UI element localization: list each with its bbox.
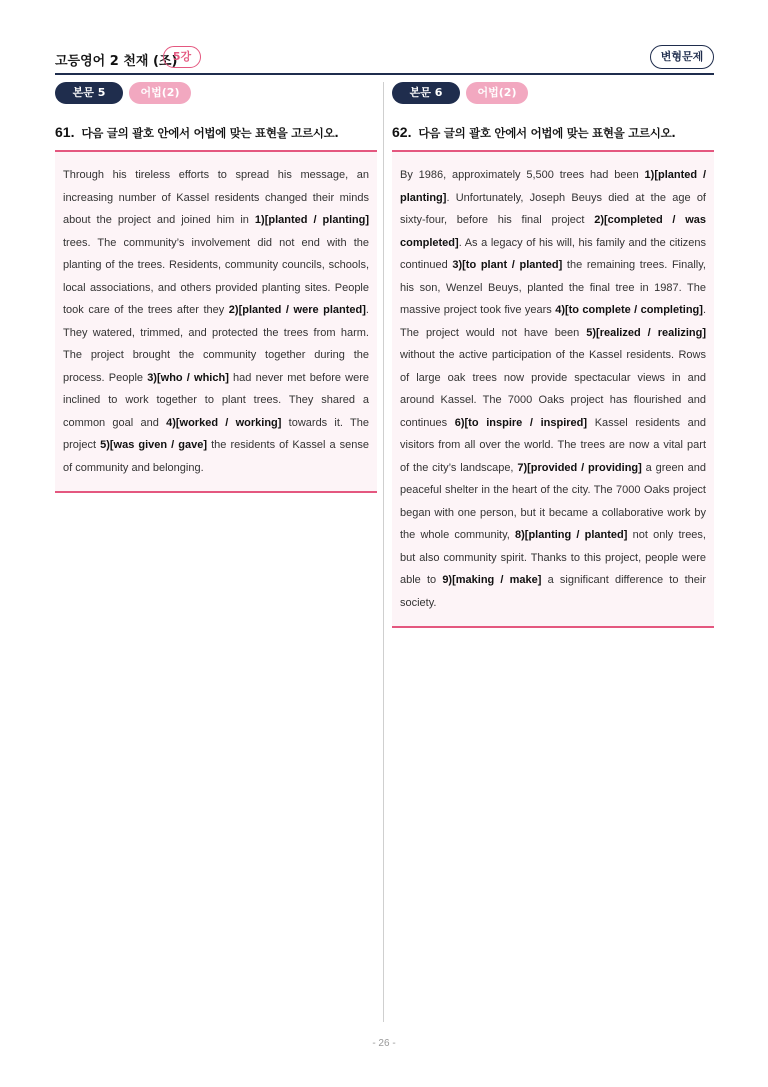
section-tag: 본문 5 xyxy=(55,82,123,104)
question-heading xyxy=(55,124,377,142)
page-number: - 26 - xyxy=(372,1038,396,1049)
column-divider xyxy=(383,82,384,1022)
page-header xyxy=(55,44,714,74)
grammar-choice: 7)[provided / providing] xyxy=(517,461,642,474)
grammar-choice: 3)[to plant / planted] xyxy=(452,259,563,271)
header-rule xyxy=(55,73,714,75)
passage-fragment: the remaining trees. Finally, his son, Wenzel Beuys, planted the final tree in 1987. The massive project took five years xyxy=(400,259,706,316)
passage-fragment: By 1986, approximately 5,500 trees had been xyxy=(400,169,645,181)
passage-fragment: Through his tireless efforts to spread his message, an increasing number of Kassel residents changed their minds about the project and joined him in xyxy=(63,169,369,226)
grammar-choice: 4)[to complete / completing] xyxy=(555,304,703,316)
question-text: 다음 글의 괄호 안에서 어법에 맞는 표현을 고르시오. xyxy=(418,126,676,140)
passage-fragment: Kassel residents and visitors from all over the world. The trees are now a vital part of the city’s landscape, xyxy=(400,416,706,474)
left-tag-row xyxy=(55,82,377,106)
book-title: 고등영어 2 천재 (조) xyxy=(55,54,178,69)
passage-fragment: had never met before were inclined to work together to plant trees. They shared a common goal and xyxy=(63,371,369,429)
grammar-choice: 1)[planted / planting] xyxy=(254,214,369,226)
question-number: 62. xyxy=(392,124,412,140)
passage-fragment: without the active participation of the Kassel residents. Rows of large oak trees now provide spectacular views in and around Kassel. The 7000 Oaks project has flourished and continues xyxy=(400,349,706,429)
passage-fragment: . As a legacy of his will, his family and the citizens continued xyxy=(400,236,706,271)
grammar-choice: 2)[completed / was completed] xyxy=(400,214,706,249)
grammar-choice: 3)[who / which] xyxy=(147,371,229,384)
grammar-choice: 5)[realized / realizing] xyxy=(586,326,706,339)
passage-fragment: . They watered, trimmed, and protected the trees from harm. The project brought the community together during the process. People xyxy=(63,304,369,384)
grammar-choice: 6)[to inspire / inspired] xyxy=(454,416,588,429)
grammar-choice: 5)[was given / gave] xyxy=(100,439,208,451)
category-tag: 어법(2) xyxy=(129,82,191,104)
passage-fragment: towards it. The project xyxy=(63,416,369,451)
question-heading xyxy=(392,124,714,142)
question-text: 다음 글의 괄호 안에서 어법에 맞는 표현을 고르시오. xyxy=(81,126,339,140)
section-tag: 본문 6 xyxy=(392,82,460,104)
grammar-choice: 9)[making / make] xyxy=(442,574,542,586)
passage-fragment: trees. The community’s involvement did not end with the planting of the trees. Residents, community councils, schools, local associations, and others provided planting sites. People took care of the trees after they xyxy=(63,236,369,316)
right-tag-row xyxy=(392,82,714,106)
passage-fragment: a significant difference to their society. xyxy=(400,574,706,609)
category-tag: 어법(2) xyxy=(466,82,528,104)
passage-box xyxy=(55,150,377,493)
passage-fragment: . The project would not have been xyxy=(400,304,706,339)
grammar-choice: 1)[planted / planting] xyxy=(400,169,707,204)
type-badge: 변형문제 xyxy=(650,45,714,69)
question-number: 61. xyxy=(55,124,75,140)
lesson-badge: 5강 xyxy=(163,46,201,68)
grammar-choice: 8)[planting / planted] xyxy=(515,529,628,541)
passage-fragment: the residents of Kassel a sense of community and belonging. xyxy=(63,439,369,474)
grammar-choice: 4)[worked / working] xyxy=(166,416,282,429)
passage-text xyxy=(63,164,369,479)
grammar-choice: 2)[planted / were planted] xyxy=(228,304,366,316)
left-column xyxy=(55,82,377,493)
passage-fragment: . Unfortunately, Joseph Beuys died at the age of sixty-four, before his final project xyxy=(400,191,706,226)
passage-fragment: a green and peaceful shelter in the heart of the city. The 7000 Oaks project began with one person, but it became a collaborative work by the whole community, xyxy=(400,461,706,541)
passage-fragment: not only trees, but also community spirit. Thanks to this project, people were able to xyxy=(400,529,706,586)
right-column xyxy=(392,82,714,628)
passage-text xyxy=(400,164,706,614)
passage-box xyxy=(392,150,714,628)
